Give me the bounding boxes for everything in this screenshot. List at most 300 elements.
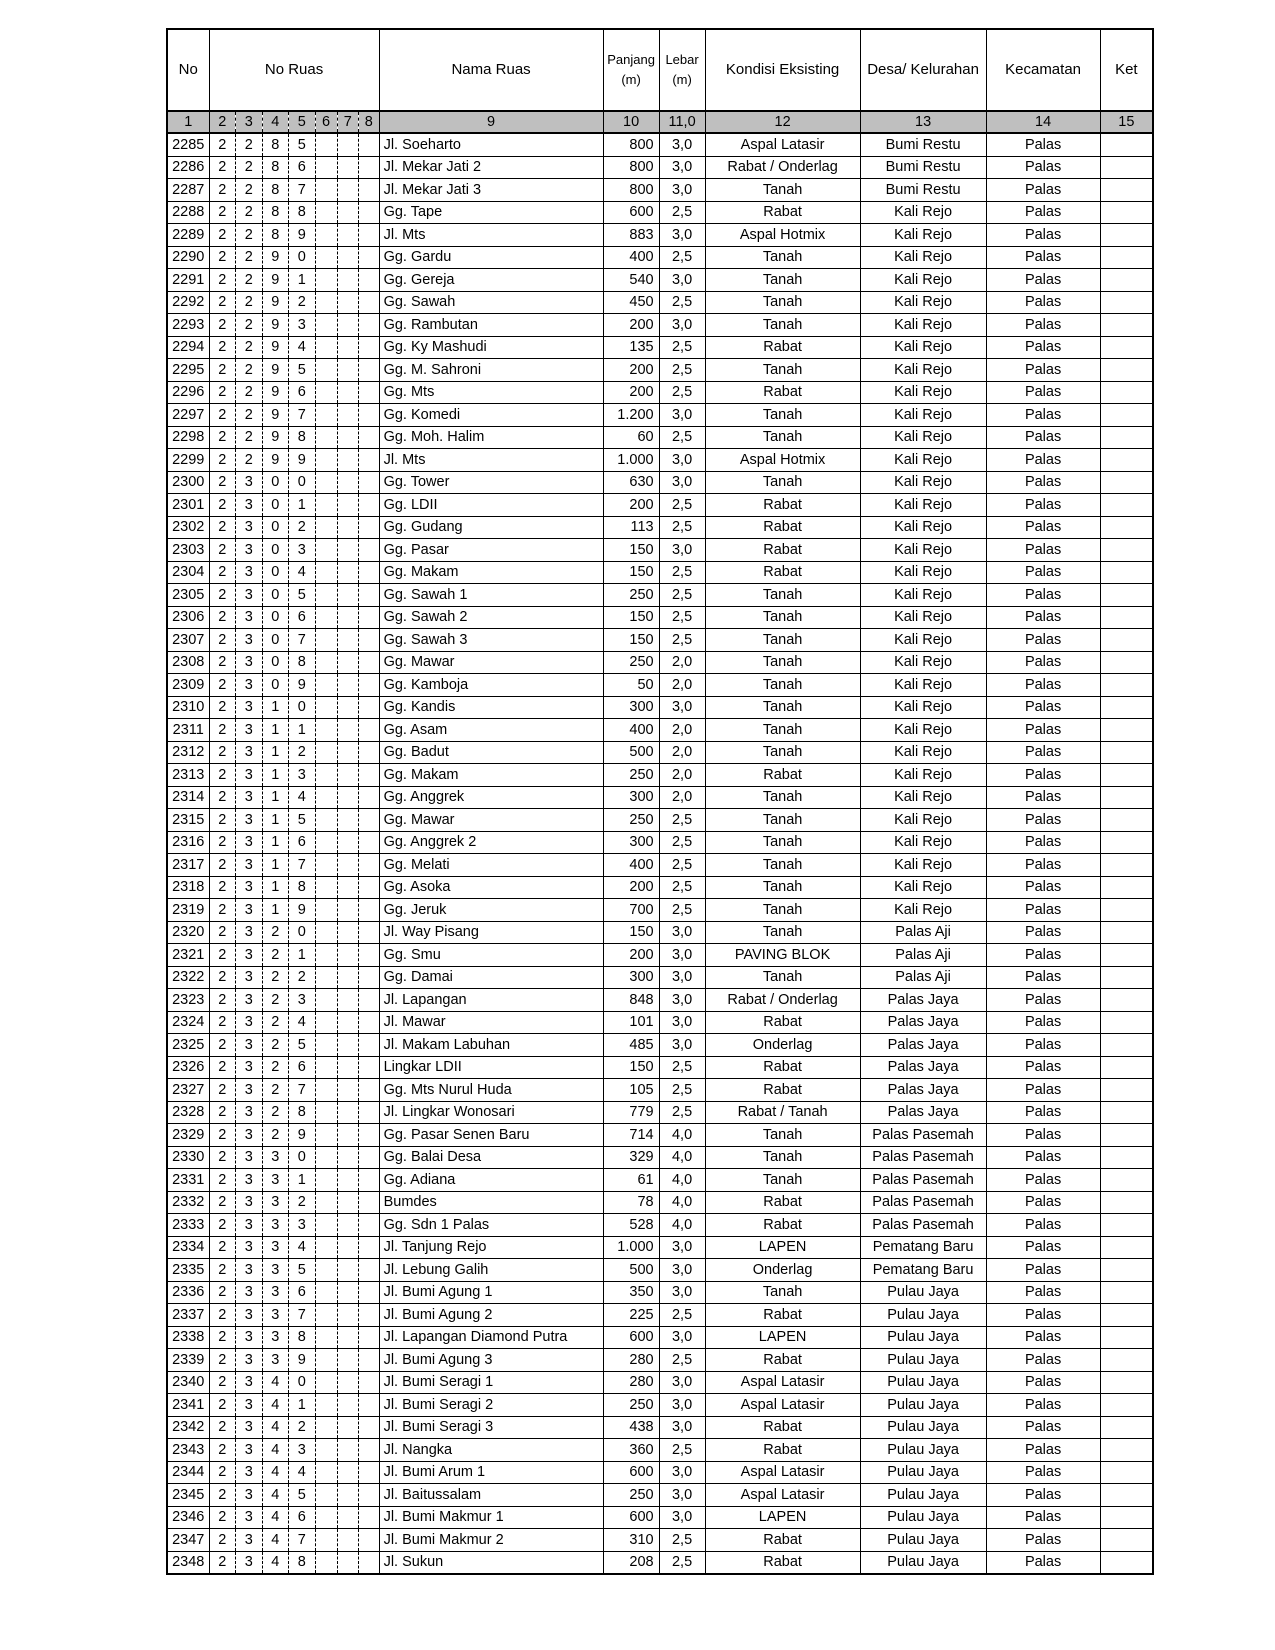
cell-kondisi: Tanah [705, 831, 860, 854]
cell-kondisi: Rabat [705, 336, 860, 359]
cell-lebar: 2,5 [659, 606, 705, 629]
cell-no: 2286 [167, 156, 209, 179]
cell-ruas-digit [315, 1304, 337, 1327]
cell-ruas-digit: 2 [289, 966, 316, 989]
cell-ruas-digit [337, 1371, 359, 1394]
cell-lebar: 2,5 [659, 1439, 705, 1462]
cell-ruas-digit [359, 1146, 380, 1169]
cell-ruas-digit [359, 1371, 380, 1394]
cell-kecamatan: Palas [986, 1371, 1100, 1394]
cell-desa: Palas Pasemah [860, 1124, 986, 1147]
cell-ruas-digit: 4 [289, 1461, 316, 1484]
cell-panjang: 800 [603, 156, 659, 179]
column-number-cell: 15 [1100, 111, 1153, 133]
table-row [167, 854, 1153, 877]
header-kondisi: Kondisi Eksisting [705, 29, 860, 111]
cell-ruas-digit [337, 899, 359, 922]
table-row [167, 921, 1153, 944]
cell-ruas-digit [359, 1034, 380, 1057]
cell-kecamatan: Palas [986, 1169, 1100, 1192]
cell-ruas-digit [359, 156, 380, 179]
cell-ruas-digit: 3 [236, 1394, 263, 1417]
cell-nama-ruas: Jl. Soeharto [379, 133, 603, 156]
cell-kondisi: Aspal Latasir [705, 1461, 860, 1484]
cell-ruas-digit: 3 [262, 1349, 289, 1372]
cell-ruas-digit [359, 291, 380, 314]
cell-kondisi: LAPEN [705, 1506, 860, 1529]
cell-kecamatan: Palas [986, 314, 1100, 337]
cell-ruas-digit [337, 741, 359, 764]
cell-ruas-digit: 5 [289, 1259, 316, 1282]
cell-ruas-digit: 8 [289, 1326, 316, 1349]
column-number-cell: 8 [359, 111, 380, 133]
cell-lebar: 3,0 [659, 966, 705, 989]
cell-kondisi: Tanah [705, 786, 860, 809]
table-row [167, 1281, 1153, 1304]
cell-ruas-digit [359, 584, 380, 607]
cell-ruas-digit [315, 741, 337, 764]
cell-kecamatan: Palas [986, 561, 1100, 584]
cell-ruas-digit: 3 [236, 876, 263, 899]
cell-ruas-digit [315, 696, 337, 719]
cell-ruas-digit: 8 [289, 201, 316, 224]
cell-ruas-digit: 0 [289, 1146, 316, 1169]
cell-kecamatan: Palas [986, 201, 1100, 224]
cell-ket [1100, 133, 1153, 156]
cell-kecamatan: Palas [986, 291, 1100, 314]
cell-panjang: 300 [603, 966, 659, 989]
table-row [167, 786, 1153, 809]
cell-no: 2298 [167, 426, 209, 449]
cell-ruas-digit [359, 899, 380, 922]
cell-ruas-digit [359, 1259, 380, 1282]
cell-ruas-digit: 8 [289, 651, 316, 674]
cell-no: 2341 [167, 1394, 209, 1417]
table-body [167, 133, 1153, 1574]
cell-ruas-digit [337, 1326, 359, 1349]
cell-ruas-digit: 4 [262, 1394, 289, 1417]
table-row [167, 1439, 1153, 1462]
cell-ruas-digit: 2 [262, 966, 289, 989]
cell-desa: Pulau Jaya [860, 1461, 986, 1484]
cell-panjang: 101 [603, 1011, 659, 1034]
cell-ruas-digit [315, 404, 337, 427]
cell-ruas-digit [337, 336, 359, 359]
cell-ruas-digit [315, 899, 337, 922]
cell-kecamatan: Palas [986, 606, 1100, 629]
cell-desa: Bumi Restu [860, 179, 986, 202]
cell-kondisi: Tanah [705, 854, 860, 877]
cell-nama-ruas: Gg. Gereja [379, 269, 603, 292]
cell-ruas-digit: 2 [289, 291, 316, 314]
cell-ruas-digit [315, 1079, 337, 1102]
cell-panjang: 200 [603, 944, 659, 967]
cell-ket [1100, 1214, 1153, 1237]
cell-ruas-digit [337, 584, 359, 607]
cell-ruas-digit [337, 1101, 359, 1124]
cell-ruas-digit: 8 [289, 876, 316, 899]
cell-ruas-digit: 2 [289, 1191, 316, 1214]
cell-desa: Kali Rejo [860, 629, 986, 652]
cell-ruas-digit [359, 426, 380, 449]
cell-desa: Palas Aji [860, 921, 986, 944]
cell-ket [1100, 1416, 1153, 1439]
table-row [167, 269, 1153, 292]
cell-no: 2306 [167, 606, 209, 629]
cell-no: 2340 [167, 1371, 209, 1394]
cell-ruas-digit: 4 [262, 1551, 289, 1574]
table-row [167, 1461, 1153, 1484]
cell-ruas-digit [315, 1034, 337, 1057]
cell-ruas-digit: 2 [209, 1259, 236, 1282]
cell-ruas-digit [337, 1236, 359, 1259]
cell-ruas-digit [359, 966, 380, 989]
cell-lebar: 3,0 [659, 1371, 705, 1394]
cell-ket [1100, 516, 1153, 539]
cell-ket [1100, 471, 1153, 494]
cell-ruas-digit: 7 [289, 854, 316, 877]
cell-desa: Kali Rejo [860, 561, 986, 584]
cell-no: 2300 [167, 471, 209, 494]
cell-nama-ruas: Gg. Smu [379, 944, 603, 967]
cell-desa: Pulau Jaya [860, 1484, 986, 1507]
cell-ruas-digit: 1 [262, 786, 289, 809]
table-row [167, 471, 1153, 494]
cell-no: 2305 [167, 584, 209, 607]
cell-lebar: 2,5 [659, 629, 705, 652]
cell-lebar: 3,0 [659, 179, 705, 202]
cell-kondisi: Tanah [705, 269, 860, 292]
cell-desa: Kali Rejo [860, 674, 986, 697]
table-row [167, 539, 1153, 562]
cell-lebar: 2,5 [659, 246, 705, 269]
cell-no: 2324 [167, 1011, 209, 1034]
cell-nama-ruas: Gg. Jeruk [379, 899, 603, 922]
cell-nama-ruas: Gg. Gardu [379, 246, 603, 269]
cell-desa: Kali Rejo [860, 291, 986, 314]
cell-ruas-digit [359, 1236, 380, 1259]
cell-ruas-digit: 3 [236, 561, 263, 584]
cell-ruas-digit: 1 [262, 899, 289, 922]
cell-ruas-digit: 2 [262, 1124, 289, 1147]
column-number-cell: 11,0 [659, 111, 705, 133]
cell-ruas-digit: 2 [236, 404, 263, 427]
cell-lebar: 2,5 [659, 381, 705, 404]
cell-ruas-digit [359, 1394, 380, 1417]
cell-nama-ruas: Gg. Asoka [379, 876, 603, 899]
cell-ruas-digit [337, 516, 359, 539]
cell-kondisi: Tanah [705, 876, 860, 899]
cell-ruas-digit: 4 [289, 786, 316, 809]
cell-lebar: 3,0 [659, 404, 705, 427]
table-row [167, 966, 1153, 989]
table-row [167, 696, 1153, 719]
table-row [167, 1056, 1153, 1079]
cell-ruas-digit [315, 584, 337, 607]
cell-ruas-digit: 8 [289, 1101, 316, 1124]
cell-ruas-digit: 2 [236, 246, 263, 269]
cell-kondisi: Tanah [705, 674, 860, 697]
cell-ruas-digit: 3 [236, 764, 263, 787]
table-row [167, 1484, 1153, 1507]
cell-ruas-digit: 9 [289, 449, 316, 472]
table-row [167, 1079, 1153, 1102]
cell-nama-ruas: Gg. Kandis [379, 696, 603, 719]
table-row [167, 1326, 1153, 1349]
cell-kecamatan: Palas [986, 786, 1100, 809]
cell-ruas-digit [337, 1214, 359, 1237]
cell-kondisi: Tanah [705, 314, 860, 337]
cell-ruas-digit: 9 [289, 674, 316, 697]
cell-ruas-digit [337, 1169, 359, 1192]
cell-lebar: 2,0 [659, 674, 705, 697]
cell-ruas-digit [337, 1529, 359, 1552]
cell-ruas-digit [315, 831, 337, 854]
cell-kecamatan: Palas [986, 224, 1100, 247]
header-kecamatan: Kecamatan [986, 29, 1100, 111]
cell-no: 2313 [167, 764, 209, 787]
cell-ruas-digit: 3 [236, 1484, 263, 1507]
cell-nama-ruas: Jl. Bumi Seragi 3 [379, 1416, 603, 1439]
cell-ket [1100, 449, 1153, 472]
cell-no: 2301 [167, 494, 209, 517]
cell-desa: Palas Jaya [860, 1079, 986, 1102]
cell-kecamatan: Palas [986, 471, 1100, 494]
cell-ruas-digit: 0 [262, 674, 289, 697]
cell-ket [1100, 246, 1153, 269]
cell-lebar: 2,5 [659, 494, 705, 517]
cell-ruas-digit: 2 [209, 1101, 236, 1124]
cell-ruas-digit: 1 [262, 719, 289, 742]
cell-panjang: 485 [603, 1034, 659, 1057]
cell-ruas-digit [315, 989, 337, 1012]
cell-nama-ruas: Gg. Sawah 3 [379, 629, 603, 652]
cell-ruas-digit: 8 [262, 133, 289, 156]
cell-nama-ruas: Jl. Mts [379, 224, 603, 247]
cell-ruas-digit: 8 [262, 179, 289, 202]
cell-ket [1100, 1281, 1153, 1304]
cell-kecamatan: Palas [986, 1304, 1100, 1327]
cell-ruas-digit [315, 674, 337, 697]
cell-ruas-digit: 2 [209, 269, 236, 292]
cell-ruas-digit: 2 [209, 471, 236, 494]
cell-lebar: 2,5 [659, 561, 705, 584]
cell-ruas-digit [337, 1461, 359, 1484]
cell-ket [1100, 426, 1153, 449]
header-ket: Ket [1100, 29, 1153, 111]
cell-ruas-digit: 2 [262, 1079, 289, 1102]
cell-nama-ruas: Jl. Way Pisang [379, 921, 603, 944]
cell-ruas-digit [359, 224, 380, 247]
cell-ket [1100, 696, 1153, 719]
cell-ruas-digit: 2 [209, 966, 236, 989]
cell-ruas-digit: 3 [289, 314, 316, 337]
cell-ruas-digit: 2 [236, 426, 263, 449]
cell-ruas-digit [359, 854, 380, 877]
cell-lebar: 3,0 [659, 1034, 705, 1057]
cell-ruas-digit [337, 831, 359, 854]
cell-ket [1100, 1056, 1153, 1079]
cell-ruas-digit: 2 [209, 809, 236, 832]
cell-ruas-digit [315, 359, 337, 382]
cell-ruas-digit: 3 [236, 1259, 263, 1282]
cell-no: 2326 [167, 1056, 209, 1079]
table-row [167, 1304, 1153, 1327]
cell-panjang: 113 [603, 516, 659, 539]
cell-panjang: 630 [603, 471, 659, 494]
cell-ruas-digit: 2 [209, 606, 236, 629]
cell-ruas-digit [337, 1124, 359, 1147]
cell-ket [1100, 1371, 1153, 1394]
cell-ruas-digit: 4 [289, 336, 316, 359]
cell-nama-ruas: Gg. Badut [379, 741, 603, 764]
cell-ruas-digit: 4 [262, 1506, 289, 1529]
cell-ket [1100, 1326, 1153, 1349]
cell-no: 2288 [167, 201, 209, 224]
cell-ruas-digit: 2 [209, 876, 236, 899]
cell-lebar: 4,0 [659, 1124, 705, 1147]
cell-ruas-digit: 2 [209, 854, 236, 877]
cell-no: 2309 [167, 674, 209, 697]
cell-panjang: 540 [603, 269, 659, 292]
cell-ruas-digit: 4 [262, 1484, 289, 1507]
cell-panjang: 135 [603, 336, 659, 359]
cell-ruas-digit: 2 [262, 1056, 289, 1079]
cell-ruas-digit: 3 [236, 831, 263, 854]
cell-ket [1100, 1529, 1153, 1552]
cell-nama-ruas: Gg. Mawar [379, 651, 603, 674]
cell-nama-ruas: Jl. Lapangan Diamond Putra [379, 1326, 603, 1349]
cell-kecamatan: Palas [986, 1529, 1100, 1552]
cell-no: 2348 [167, 1551, 209, 1574]
cell-ruas-digit: 2 [209, 1281, 236, 1304]
cell-ruas-digit: 0 [289, 471, 316, 494]
cell-desa: Kali Rejo [860, 584, 986, 607]
cell-ruas-digit: 2 [236, 133, 263, 156]
cell-ruas-digit [315, 201, 337, 224]
cell-kecamatan: Palas [986, 1484, 1100, 1507]
cell-no: 2307 [167, 629, 209, 652]
cell-panjang: 78 [603, 1191, 659, 1214]
cell-ruas-digit [315, 809, 337, 832]
cell-kondisi: Tanah [705, 246, 860, 269]
cell-desa: Kali Rejo [860, 426, 986, 449]
cell-kondisi: Tanah [705, 741, 860, 764]
cell-kondisi: Tanah [705, 921, 860, 944]
cell-ruas-digit: 3 [236, 966, 263, 989]
cell-ruas-digit: 3 [236, 1236, 263, 1259]
cell-ruas-digit: 2 [262, 944, 289, 967]
cell-ket [1100, 966, 1153, 989]
cell-ruas-digit [315, 786, 337, 809]
cell-nama-ruas: Jl. Sukun [379, 1551, 603, 1574]
cell-no: 2296 [167, 381, 209, 404]
cell-desa: Palas Pasemah [860, 1191, 986, 1214]
cell-ruas-digit: 2 [209, 516, 236, 539]
cell-kecamatan: Palas [986, 1416, 1100, 1439]
cell-ruas-digit [315, 246, 337, 269]
cell-desa: Pulau Jaya [860, 1371, 986, 1394]
cell-no: 2343 [167, 1439, 209, 1462]
cell-kondisi: Aspal Latasir [705, 133, 860, 156]
cell-ruas-digit: 8 [289, 1551, 316, 1574]
cell-desa: Kali Rejo [860, 471, 986, 494]
cell-ruas-digit [359, 516, 380, 539]
cell-ruas-digit: 8 [289, 426, 316, 449]
cell-kecamatan: Palas [986, 1461, 1100, 1484]
cell-ruas-digit [359, 1281, 380, 1304]
cell-nama-ruas: Gg. Sdn 1 Palas [379, 1214, 603, 1237]
cell-ruas-digit: 4 [289, 1011, 316, 1034]
cell-ruas-digit: 2 [209, 674, 236, 697]
cell-ruas-digit: 2 [289, 1416, 316, 1439]
cell-ruas-digit [337, 471, 359, 494]
cell-nama-ruas: Jl. Bumi Seragi 2 [379, 1394, 603, 1417]
cell-ket [1100, 1506, 1153, 1529]
cell-ruas-digit [359, 606, 380, 629]
cell-ruas-digit: 6 [289, 1056, 316, 1079]
cell-no: 2315 [167, 809, 209, 832]
cell-ruas-digit: 3 [262, 1169, 289, 1192]
table-row [167, 1034, 1153, 1057]
cell-ket [1100, 876, 1153, 899]
cell-kecamatan: Palas [986, 1214, 1100, 1237]
table-row [167, 1011, 1153, 1034]
cell-ruas-digit [337, 1146, 359, 1169]
cell-ruas-digit [359, 786, 380, 809]
cell-ruas-digit [315, 606, 337, 629]
cell-ruas-digit: 0 [289, 1371, 316, 1394]
cell-ruas-digit: 3 [236, 1281, 263, 1304]
cell-panjang: 350 [603, 1281, 659, 1304]
cell-kondisi: Rabat [705, 1079, 860, 1102]
cell-ket [1100, 944, 1153, 967]
cell-panjang: 329 [603, 1146, 659, 1169]
cell-ruas-digit: 3 [236, 1304, 263, 1327]
cell-panjang: 150 [603, 629, 659, 652]
cell-ruas-digit: 8 [262, 224, 289, 247]
cell-desa: Palas Jaya [860, 1101, 986, 1124]
cell-ket [1100, 1191, 1153, 1214]
cell-ruas-digit: 4 [262, 1371, 289, 1394]
cell-ruas-digit [337, 539, 359, 562]
header-desa: Desa/ Kelurahan [860, 29, 986, 111]
cell-ruas-digit: 3 [262, 1326, 289, 1349]
cell-kecamatan: Palas [986, 899, 1100, 922]
cell-ruas-digit [315, 921, 337, 944]
cell-ruas-digit [359, 1326, 380, 1349]
cell-ket [1100, 854, 1153, 877]
cell-lebar: 2,5 [659, 201, 705, 224]
table-row [167, 1214, 1153, 1237]
cell-ruas-digit [337, 1439, 359, 1462]
cell-panjang: 250 [603, 809, 659, 832]
table-row [167, 674, 1153, 697]
cell-ruas-digit: 3 [236, 1349, 263, 1372]
cell-ruas-digit: 2 [236, 201, 263, 224]
cell-panjang: 250 [603, 1484, 659, 1507]
table-row [167, 1394, 1153, 1417]
cell-ket [1100, 1236, 1153, 1259]
cell-lebar: 2,0 [659, 764, 705, 787]
table-row [167, 1371, 1153, 1394]
cell-ruas-digit: 3 [289, 539, 316, 562]
cell-panjang: 200 [603, 494, 659, 517]
table-row [167, 156, 1153, 179]
cell-nama-ruas: Gg. Asam [379, 719, 603, 742]
cell-kecamatan: Palas [986, 944, 1100, 967]
cell-desa: Pulau Jaya [860, 1506, 986, 1529]
